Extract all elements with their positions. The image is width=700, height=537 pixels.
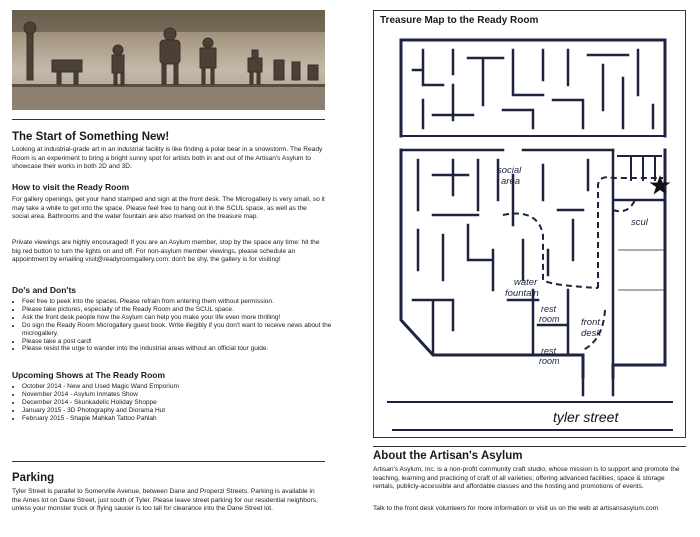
parking-body: Tyler Street is parallel to Somerville Avenue, between Dane and Properzi Streets. Parking is available in the Ames lot on Dane Street, just south of Tyler. Please leave street parking for our residential neighbors, unless your monster truck or flying saucer is too tall for clearance into the Dane Street lot. <box>12 488 318 513</box>
tyler-street-label: tyler street <box>553 409 619 425</box>
list-item: • December 2014 - Skunkadelic Holiday Shoppe <box>22 399 335 407</box>
about-title: About the Artisan's Asylum <box>373 450 523 462</box>
visit-body-2: Private viewings are highly encouraged! If you are an Asylum member, stop by the space any time: hit the big red button to turn the lights on and off. For non-asylum member viewings, please schedule an appointment by emailing visit@readyroomgallery.com: don't be shy, the gallery is for visiting! <box>12 239 320 264</box>
list-item: • October 2014 - New and Used Magic Wand Emporium <box>22 383 335 391</box>
divider <box>12 461 325 462</box>
treasure-map <box>373 10 686 438</box>
list-item: • Please take a post card! <box>22 338 335 346</box>
dos-title: Do's and Don'ts <box>12 285 77 295</box>
list-item: • February 2015 - Shapie Mahkah Tattoo Pahlah <box>22 415 335 423</box>
intro-body: Looking at industrial-grade art in an industrial facility is like finding a polar bear in a snowstorm. The Ready Room is an experiment to bring a bright sunny spot for artists both in and out of the Artisan's Asylum to showcase their works in both 2D and 3D. <box>12 146 323 171</box>
intro-title: The Start of Something New! <box>12 131 170 143</box>
rest-room-label-2a: rest <box>541 346 557 356</box>
map-title: Treasure Map to the Ready Room <box>380 15 539 26</box>
scul-label: scul <box>631 217 648 228</box>
visit-title: How to visit the Ready Room <box>12 182 130 192</box>
upcoming-list <box>12 383 335 423</box>
upcoming-title: Upcoming Shows at The Ready Room <box>12 370 166 380</box>
list-item: • Feel free to peek into the spaces. Please refrain from entering them without permission. <box>22 298 335 306</box>
rest-room-label-1a: rest <box>541 304 557 314</box>
gallery-photo <box>12 10 325 110</box>
about-body-1: Artisan's Asylum, Inc. is a non-profit community craft studio, whose mission is to support and promote the teaching, learning and practicing of craft of all varieties; offering advanced facilities, space & storage rentals, publicly-accessible and affordable classes and the hosting and promotions of events. <box>373 466 680 491</box>
dos-list <box>12 298 335 353</box>
about-body-2: Talk to the front desk volunteers for more information or visit us on the web at artisansasylum.com <box>373 505 659 512</box>
list-item: • November 2014 - Asylum Inmates Show <box>22 391 335 399</box>
list-item: • Do sign the Ready Room Microgallery guest book. Write illegibly if you don't want to receive news about the microgallery. <box>22 322 335 338</box>
list-item: • Please resist the urge to wander into the industrial areas without an official tour guide. <box>22 345 335 353</box>
parking-title: Parking <box>12 472 55 484</box>
visit-body-1: For gallery openings, get your hand stamped and sign at the front desk. The Microgallery is very small, so it may take a while to get into the space. Please feel free to hang out in the SCUL space, as well as the social area. Bathrooms and the water fountain are also marked on the treasure map. <box>12 196 325 221</box>
water-fountain-label-1: water <box>514 277 538 288</box>
divider <box>12 119 325 120</box>
rest-room-label-2b: room <box>539 356 560 366</box>
robot-sculptures-image <box>12 10 325 110</box>
list-item: • Ask the front desk people how the Asylum can help you make your life even more thrilling! <box>22 314 335 322</box>
front-desk-label-1: front <box>581 317 601 328</box>
water-fountain-label-2: fountain <box>505 288 539 299</box>
list-item: • January 2015 - 3D Photography and Diorama Hut <box>22 407 335 415</box>
rest-room-label-1b: room <box>539 314 560 324</box>
social-area-label-1: social <box>497 165 522 176</box>
divider <box>373 446 686 447</box>
social-area-label-2: area <box>501 176 521 187</box>
list-item: • Please take pictures, especially of the Ready Room and the SCUL space. <box>22 306 335 314</box>
front-desk-label-2: desk <box>581 328 602 339</box>
